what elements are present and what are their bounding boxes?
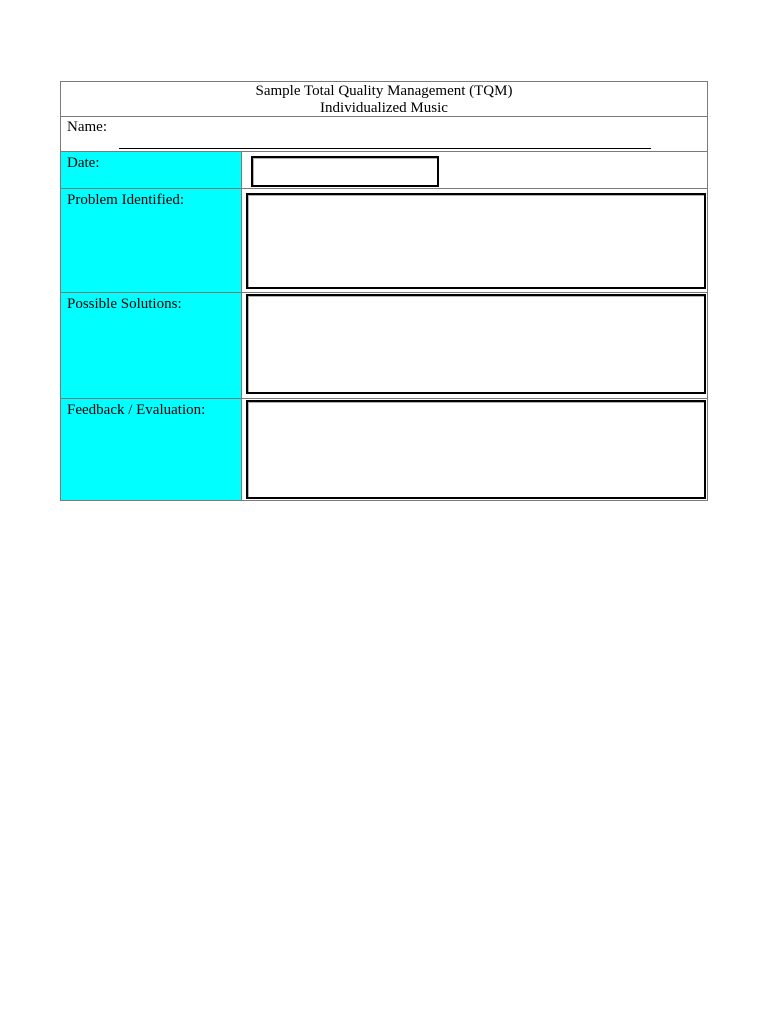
form-title-line2: Individualized Music: [320, 100, 448, 116]
problem-identified-field[interactable]: [246, 193, 706, 289]
feedback-evaluation-label: Feedback / Evaluation:: [61, 399, 242, 500]
tqm-form: [60, 81, 708, 501]
form-title: [61, 82, 707, 117]
possible-solutions-label: Possible Solutions:: [61, 293, 242, 398]
name-field-line[interactable]: [119, 148, 651, 149]
problem-identified-label: Problem Identified:: [61, 189, 242, 292]
feedback-evaluation-field[interactable]: [246, 400, 706, 499]
date-field[interactable]: [251, 156, 439, 187]
possible-solutions-field[interactable]: [246, 294, 706, 394]
name-label: Name:: [67, 119, 107, 135]
name-row: [61, 117, 707, 152]
date-label: Date:: [61, 152, 242, 188]
form-title-line1: Sample Total Quality Management (TQM): [255, 83, 513, 99]
